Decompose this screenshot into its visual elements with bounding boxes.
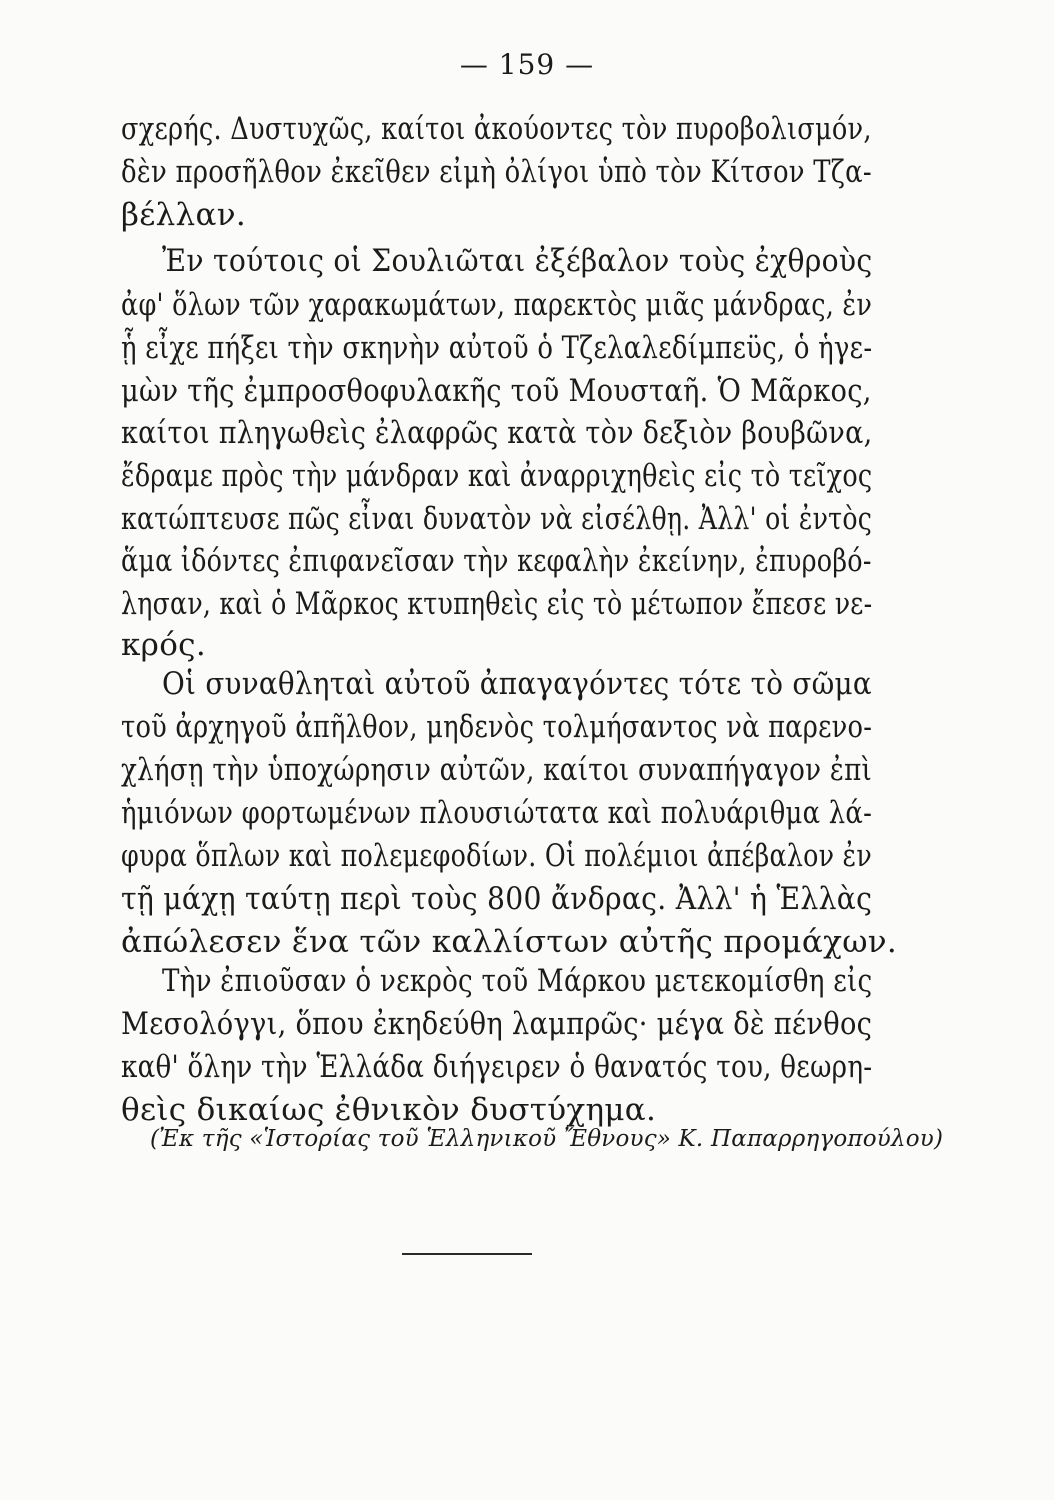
- text-line: καθ' ὅλην τὴν Ἑλλάδα διήγειρεν ὁ θανατός του, θεωρη-: [121, 1049, 873, 1085]
- text-line: ἀπώλεσεν ἕνα τῶν καλλίστων αὐτῆς προμάχων.: [121, 924, 898, 960]
- text-line: καίτοι πληγωθεὶς ἐλαφρῶς κατὰ τὸν δεξιὸν βουβῶνα,: [121, 415, 873, 451]
- text-line: ᾗ εἶχε πήξει τὴν σκηνὴν αὐτοῦ ὁ Τζελαλεδίμπεϋς, ὁ ἡγε-: [121, 330, 873, 366]
- text-line: σχερής. Δυστυχῶς, καίτοι ἀκούοντες τὸν πυροβολισμόν,: [121, 111, 872, 147]
- text-line: βέλλαν.: [121, 197, 247, 233]
- text-line: τοῦ ἀρχηγοῦ ἀπῆλθον, μηδενὸς τολμήσαντος νὰ παρενο-: [121, 709, 873, 745]
- text-line: τῇ μάχῃ ταύτῃ περὶ τοὺς 800 ἄνδρας. Ἀλλ' ἡ Ἑλλὰς: [121, 881, 873, 917]
- text-line: Τὴν ἐπιοῦσαν ὁ νεκρὸς τοῦ Μάρκου μετεκομίσθη εἰς: [162, 963, 873, 999]
- text-line: Ἐν τούτοις οἱ Σουλιῶται ἐξέβαλον τοὺς ἐχθροὺς: [162, 243, 873, 279]
- text-line: θεὶς δικαίως ἐθνικὸν δυστύχημα.: [121, 1092, 657, 1128]
- text-line: λησαν, καὶ ὁ Μᾶρκος κτυπηθεὶς εἰς τὸ μέτωπον ἔπεσε νε-: [121, 586, 873, 622]
- text-line: Οἱ συναθληταὶ αὐτοῦ ἀπαγαγόντες τότε τὸ σῶμα: [162, 666, 872, 702]
- text-line: φυρα ὅπλων καὶ πολεμεφοδίων. Οἱ πολέμιοι ἀπέβαλον ἐν: [121, 838, 872, 874]
- text-line: ἀφ' ὅλων τῶν χαρακωμάτων, παρεκτὸς μιᾶς μάνδρας, ἐν: [121, 287, 873, 323]
- text-line: Μεσολόγγι, ὅπου ἐκηδεύθη λαμπρῶς· μέγα δὲ πένθος: [121, 1006, 873, 1042]
- text-line: ἔδραμε πρὸς τὴν μάνδραν καὶ ἀναρριχηθεὶς εἰς τὸ τεῖχος: [121, 458, 873, 494]
- text-line: δὲν προσῆλθον ἐκεῖθεν εἰμὴ ὀλίγοι ὑπὸ τὸν Κίτσον Τζα-: [121, 154, 872, 190]
- text-line: μὼν τῆς ἐμπροσθοφυλακῆς τοῦ Μουσταῆ. Ὁ Μᾶρκος,: [121, 373, 872, 409]
- text-line: ἡμιόνων φορτωμένων πλουσιώτατα καὶ πολυάριθμα λά-: [121, 795, 873, 831]
- text-line: κατώπτευσε πῶς εἶναι δυνατὸν νὰ εἰσέλθῃ. Ἀλλ' οἱ ἐντὸς: [121, 501, 873, 537]
- text-line: χλήσῃ τὴν ὑποχώρησιν αὐτῶν, καίτοι συναπήγαγον ἐπὶ: [121, 752, 873, 788]
- text-line: ἅμα ἰδόντες ἐπιφανεῖσαν τὴν κεφαλὴν ἐκείνην, ἐπυροβό-: [121, 543, 872, 579]
- page-number: — 159 —: [459, 48, 595, 81]
- divider-rule: [402, 1253, 532, 1255]
- text-line: κρός.: [121, 627, 206, 663]
- source-citation: (Ἐκ τῆς «Ἱστορίας τοῦ Ἑλληνικοῦ Ἔθνους» Κ. Παπαρρηγοπούλου): [150, 1126, 944, 1152]
